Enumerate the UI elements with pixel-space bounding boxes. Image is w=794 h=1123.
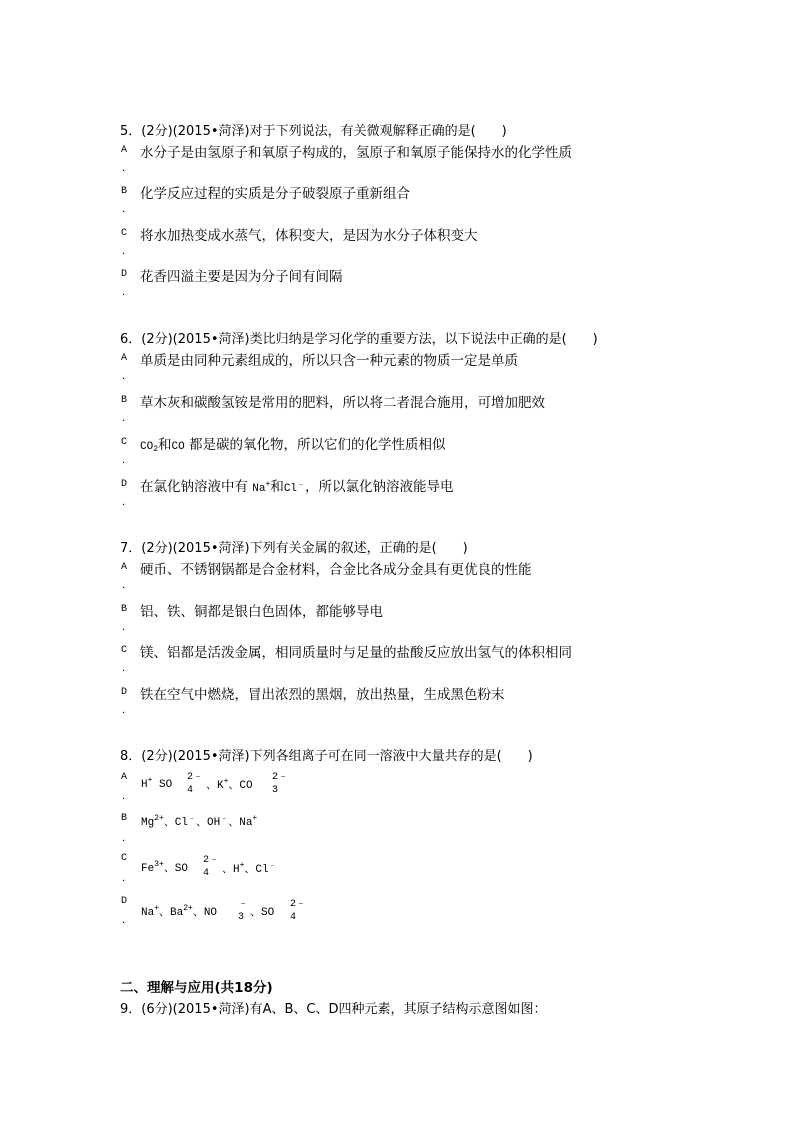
co-formula: CO: [171, 441, 185, 453]
q6-option-c-dot: ．: [122, 455, 132, 466]
q7-option-c-letter: C: [121, 645, 128, 656]
q7-option-a-letter: A: [121, 562, 128, 573]
q8-option-a-h-ion: H+ SO: [141, 776, 173, 791]
q5-option-b-letter: B: [121, 186, 128, 197]
q8-option-c-dot: ．: [122, 873, 132, 884]
q6-option-d-letter: D: [121, 479, 128, 490]
q6-option-d-text: 在氯化钠溶液中有 Na+和Cl﹣，所以氯化钠溶液能导电: [140, 479, 454, 495]
q7-option-c-text: 镁、铝都是活泼金属，相同质量时与足量的盐酸反应放出氢气的体积相同: [140, 645, 572, 661]
q5-option-a-text: 水分子是由氢原子和氧原子构成的，氢原子和氧原子能保持水的化学性质: [140, 145, 572, 161]
q6-option-c-text: $CO_2$和CO 都是碳的氧化物，所以它们的化学性质相似: [140, 437, 446, 454]
q8-option-c-fe-so: $Fe^{3+}$、SO: [141, 860, 189, 875]
q6-option-c-letter: C: [121, 437, 128, 448]
q8-option-d-so4-charge: 2﹣ 4: [290, 899, 307, 923]
q6-option-a-dot: ．: [122, 371, 132, 382]
q8-option-d-so: 、SO: [250, 907, 275, 919]
q7-option-a-dot: ．: [122, 580, 132, 591]
q8-option-a-k-co: 、K+、CO: [206, 777, 253, 792]
q5-option-a-letter: A: [121, 145, 128, 156]
section-2-title: 二、理解与应用(共18分): [120, 980, 273, 996]
q7-option-a-text: 硬币、不锈钢锅都是合金材料，合金比各成分金具有更优良的性能: [140, 562, 532, 578]
q7-stem: 7．(2分)(2015•菏泽)下列有关金属的叙述，正确的是( ): [120, 541, 468, 556]
q6-option-b-text: 草木灰和碳酸氢铵是常用的肥料，所以将二者混合施用，可增加肥效: [140, 395, 545, 411]
q5-option-c-text: 将水加热变成水蒸气，体积变大，是因为水分子体积变大: [140, 228, 478, 244]
q9-stem: 9．(6分)(2015•菏泽)有A、B、C、D四种元素，其原子结构示意图如图：: [120, 1002, 547, 1017]
q6-option-a-letter: A: [121, 353, 128, 364]
q6-option-d-dot: ．: [122, 497, 132, 508]
q8-option-c-so4-charge: 2﹣ 4: [203, 855, 220, 879]
q8-option-b-dot: ．: [122, 833, 132, 844]
q6-option-b-letter: B: [121, 395, 128, 406]
q7-option-b-letter: B: [121, 604, 128, 615]
q8-option-a-so4-charge: 2﹣ 4: [187, 772, 204, 796]
q5-option-d-letter: D: [121, 269, 128, 280]
q8-stem: 8．(2分)(2015•菏泽)下列各组离子可在同一溶液中大量共存的是( ): [120, 749, 533, 764]
q5-stem: 5．(2分)(2015•菏泽)对于下列说法，有关微观解释正确的是( ): [120, 124, 507, 139]
q6-option-b-dot: ．: [122, 413, 132, 424]
q7-option-d-dot: ．: [122, 705, 132, 716]
q5-option-d-text: 花香四溢主要是因为分子间有间隔: [140, 269, 343, 285]
q5-option-a-dot: ．: [122, 163, 132, 174]
q7-option-b-dot: ．: [122, 622, 132, 633]
q5-option-b-text: 化学反应过程的实质是分子破裂原子重新组合: [140, 186, 410, 202]
na-ion: Na+: [252, 480, 271, 495]
co2-formula: $CO_2$: [140, 441, 159, 454]
q8-option-c-letter: C: [121, 853, 128, 864]
q8-option-a-letter: A: [121, 772, 128, 783]
q5-option-d-dot: ．: [122, 287, 132, 298]
q5-option-b-dot: ．: [122, 204, 132, 215]
cl-ion: Cl﹣: [283, 480, 306, 495]
q8-option-d-dot: ．: [122, 915, 132, 926]
q6-stem: 6．(2分)(2015•菏泽)类比归纳是学习化学的重要方法，以下说法中正确的是( ): [120, 332, 598, 347]
q8-option-d-no3-charge: ﹣ 3: [238, 899, 248, 923]
q7-option-d-letter: D: [121, 687, 128, 698]
q8-option-b-ions: $Mg^{2+}$、Cl﹣、OH﹣、Na+: [141, 814, 258, 829]
q7-option-c-dot: ．: [122, 663, 132, 674]
q5-option-c-letter: C: [121, 228, 128, 239]
q5-option-c-dot: ．: [122, 246, 132, 257]
q8-option-c-h-cl: 、H+、Cl﹣: [222, 861, 277, 876]
q8-option-d-na-ba-no: Na+、$Ba^{2+}$、NO: [141, 904, 218, 919]
q8-option-b-letter: B: [121, 813, 128, 824]
q6-option-a-text: 单质是由同种元素组成的，所以只含一种元素的物质一定是单质: [140, 353, 518, 369]
q7-option-d-text: 铁在空气中燃烧，冒出浓烈的黑烟，放出热量，生成黑色粉末: [140, 687, 505, 703]
q8-option-d-letter: D: [121, 896, 128, 907]
q7-option-b-text: 铝、铁、铜都是银白色固体，都能够导电: [140, 604, 383, 620]
q8-option-a-co3-charge: 2﹣ 3: [272, 772, 289, 796]
q8-option-a-dot: ．: [122, 791, 132, 802]
